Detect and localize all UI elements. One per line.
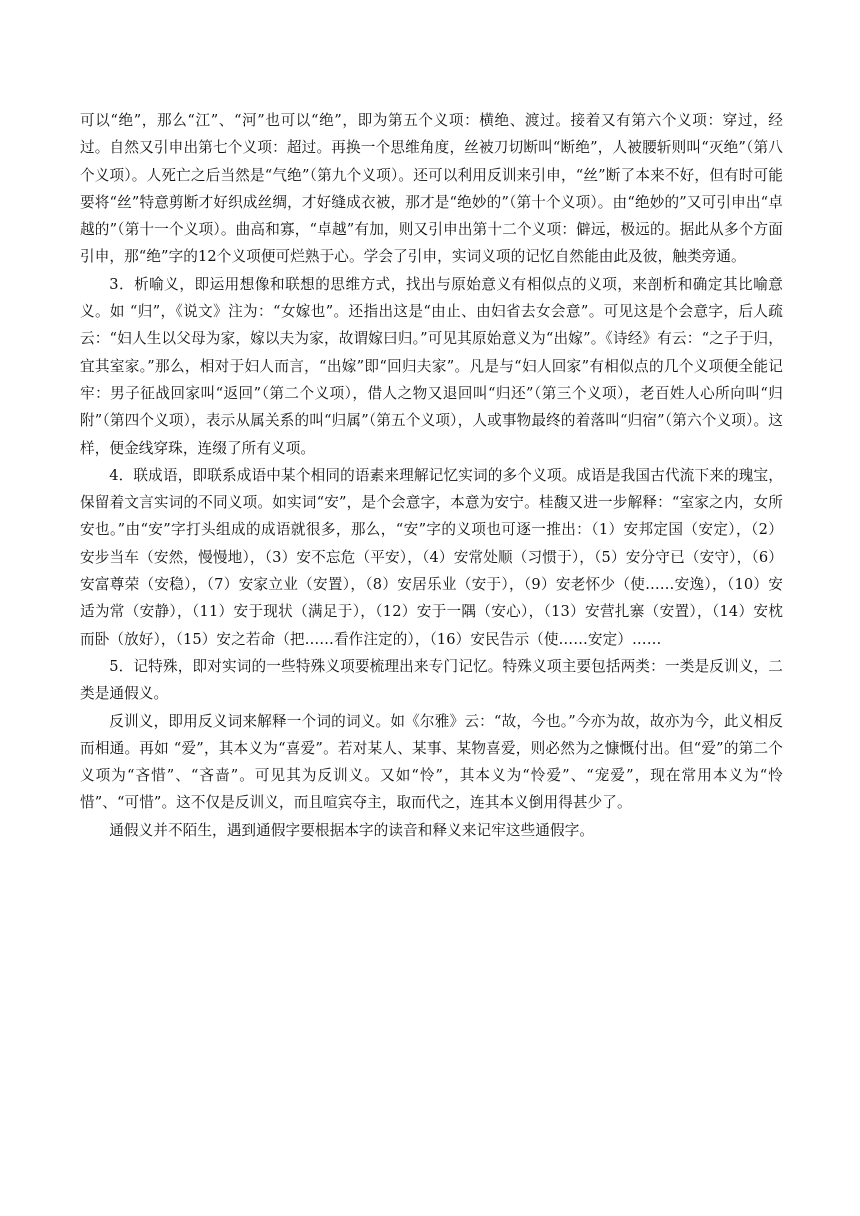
paragraph-ji-te-shu: 5．记特殊，即对实词的一些特殊义项要梳理出来专门记忆。特殊义项主要包括两类：一类是反训义，二类是通假义。 xyxy=(80,657,783,703)
paragraph-lian-cheng-yu: 4．联成语，即联系成语中某个相同的语素来理解记忆实词的多个义项。成语是我国古代流下来的瑰宝，保留着文言实词的不同义项。如实词“安”，是个会意字，本意为安宁。桂馥又进一步解释：“室家之内，女所安也。”由“安”字打头组成的成语就很多，那么，“安”字的义项也可逐一推出：（1）安邦定国（安定），（2）安步当车（安然，慢慢地），（3）安不忘危（平安），（4）安常处顺（习惯于），（5）安分守已（安守），（6）安富尊荣（安稳），（7）安家立业（安置），（8）安居乐业（安于），（9）安老怀少（使……安逸），（10）安适为常（安静），（11）安于现状（满足于），（12）安于一隅（安心），（13）安营扎寨（安置），（14）安枕而卧（放好），（15）安之若命（把……看作注定的），（16）安民告示（使……安定）…… xyxy=(80,466,783,648)
paragraph-tong-jia-yi: 通假义并不陌生，遇到通假字要根据本字的读音和释义来记牢这些通假字。 xyxy=(109,821,595,839)
paragraph-xi-yu-yi: 3．析喻义，即运用想像和联想的思维方式，找出与原始意义有相似点的义项，来剖析和确定其比喻意义。如 “归”，《说文》注为：“女嫁也”。还指出这是“由止、由妇省去女会意”。可见这是个会意字，后人疏云：“妇人生以父母为家，嫁以夫为家，故谓嫁曰归。”可见其原始意义为“出嫁”。《诗经》有云：“之子于归，宜其室家。”那么，相对于妇人而言，“出嫁”即“回归夫家”。凡是与“妇人回家”有相似点的几个义项便全能记牢：男子征战回家叫“返回”（第二个义项），借人之物又退回叫“归还”（第三个义项），老百姓人心所向叫“归附”（第四个义项），表示从属关系的叫“归属”（第五个义项），人或事物最终的着落叫“归宿”（第六个义项）。这样，便金线穿珠，连缀了所有义项。 xyxy=(80,275,783,457)
paragraph-jue-continuation: 可以“绝”，那么“江”、“河”也可以“绝”，即为第五个义项：横绝、渡过。接着又有第六个义项：穿过，经过。自然又引申出第七个义项：超过。再换一个思维角度，丝被刀切断叫“断绝”，人被腰斩则叫“灭绝”（第八个义项）。人死亡之后当然是“气绝”（第九个义项）。还可以利用反训来引申，“丝”断了本来不好，但有时可能要将“丝”特意剪断才好织成丝绸，才好缝成衣被，那才是“绝妙的”（第十个义项）。由“绝妙的”又可引申出“卓越的”（第十一个义项）。曲高和寡，“卓越”有加，则又引申出第十二个义项：僻远，极远的。据此从多个方面引申，那“绝”字的12个义项便可烂熟于心。学会了引申，实词义项的记忆自然能由此及彼，触类旁通。 xyxy=(80,112,783,266)
paragraph-fan-xun-yi: 反训义，即用反义词来解释一个词的词义。如《尔雅》云：“故，今也。”今亦为故，故亦为今，此义相反而相通。再如 “爱”，其本义为“喜爱”。若对某人、某事、某物喜爱，则必然为之慷慨付出。但“爱”的第二个义项为“吝惜”、“吝啬”。可见其为反训义。又如“怜”，其本义为“怜爱”、“宠爱”，现在常用本义为“怜惜”、“可惜”。这不仅是反训义，而且喧宾夺主，取而代之，连其本义倒用得甚少了。 xyxy=(80,712,783,812)
document-body xyxy=(80,107,783,844)
